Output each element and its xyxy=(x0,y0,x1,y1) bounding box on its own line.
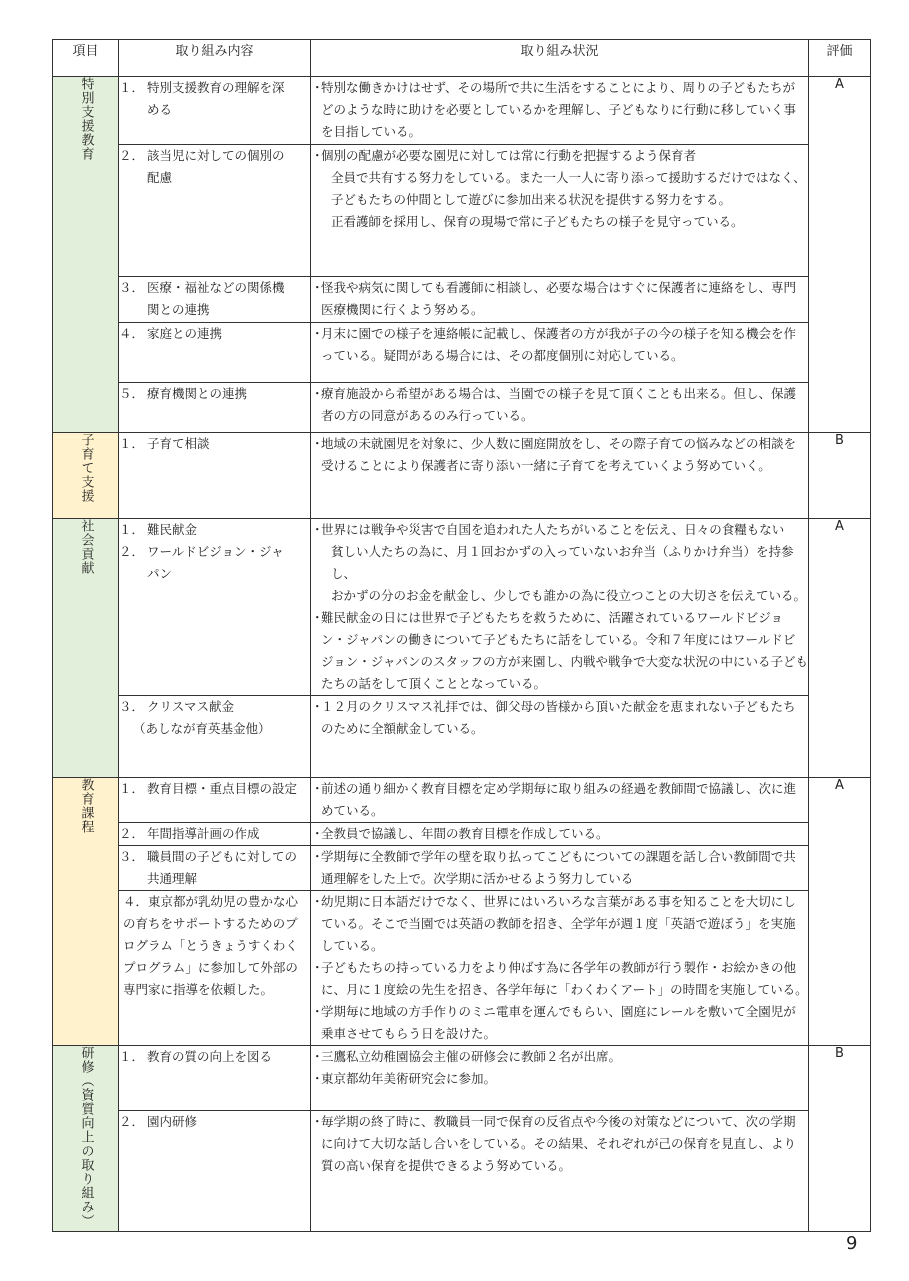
bullet-text xyxy=(321,891,808,957)
status-cell xyxy=(311,383,809,433)
status-cell xyxy=(311,77,809,145)
status-bullet xyxy=(311,167,808,233)
bullet-text xyxy=(321,778,808,822)
bullet-mark: ・ xyxy=(311,148,324,163)
item-text xyxy=(147,846,310,890)
item-number: ２． xyxy=(119,1114,145,1130)
content-item xyxy=(119,541,310,585)
category-label: 研修（資質向上の取り組み） xyxy=(78,1046,94,1228)
text-line: めている。 xyxy=(321,803,384,818)
bullet-mark: ・ xyxy=(311,522,324,537)
bullet-mark: ・ xyxy=(311,610,324,625)
bullet-text xyxy=(321,846,808,890)
bullet-text xyxy=(321,1111,808,1177)
grade-cell: A xyxy=(809,77,871,433)
table-row xyxy=(53,145,871,277)
status-bullet xyxy=(311,383,808,427)
text-line: 職員間の子どもに対しての xyxy=(147,849,298,864)
text-line: 全教員で協議し、年間の教育目標を作成している。 xyxy=(321,826,609,841)
content-item xyxy=(119,433,310,455)
status-bullet xyxy=(311,891,808,957)
text-line: 教育目標・重点目標の設定 xyxy=(147,781,298,796)
content-item xyxy=(119,323,310,345)
bullet-text xyxy=(321,823,808,845)
text-line: 怪我や病気に関しても看護師に相談し、必要な場合はすぐに保護者に連絡をし、専門 xyxy=(321,280,797,295)
text-line: ワールドビジョン・ジャ xyxy=(147,544,284,559)
content-item xyxy=(119,823,310,845)
item-number: ３． xyxy=(119,699,145,714)
grade-cell: A xyxy=(809,778,871,1046)
status-cell xyxy=(311,846,809,891)
category-cell xyxy=(53,433,119,519)
text-line: 学期毎に全教師で学年の壁を取り払ってこどもについての課題を話し合い教師間で共 xyxy=(321,849,796,864)
item-text xyxy=(147,433,310,455)
text-line: 個別の配慮が必要な園児に対しては常に行動を把握するよう保育者 xyxy=(321,148,697,163)
status-cell xyxy=(311,823,809,846)
content-cell xyxy=(119,77,311,145)
text-line: の育ちをサポートするためのプ xyxy=(123,916,298,931)
category-label: 社会貢献 xyxy=(78,519,94,575)
item-number: １． xyxy=(119,436,145,451)
text-line: 質の高い保育を提供できるよう努めている。 xyxy=(321,1158,572,1174)
item-number: ４． xyxy=(119,326,145,341)
text-line: 者の方の同意があるのみ行っている。 xyxy=(321,408,534,423)
item-text xyxy=(147,145,310,189)
header-status: 取り組み状況 xyxy=(311,40,809,77)
bullet-text xyxy=(321,607,808,695)
header-row xyxy=(53,40,871,77)
text-line: ジョン・ジャパンのスタッフの方が来園し、内戦や戦争で大変な状況の中にいる子ども xyxy=(321,654,809,669)
item-text xyxy=(147,277,310,321)
text-line: 世界には戦争や災害で自国を追われた人たちがいることを伝え、日々の食糧もない xyxy=(321,522,785,537)
grade-cell: B xyxy=(809,433,871,519)
content-item xyxy=(119,846,310,890)
status-bullet xyxy=(311,823,808,845)
text-line: 通理解をした上で。次学期に活かせるよう努力している xyxy=(321,871,634,886)
bullet-text xyxy=(321,1068,808,1090)
item-text xyxy=(147,77,310,121)
text-line: 幼児期に日本語だけでなく、世界にはいろいろな言葉がある事を知ることを大切にし xyxy=(321,894,796,909)
bullet-text xyxy=(321,957,808,1001)
item-text xyxy=(147,1046,310,1068)
category-cell xyxy=(53,1046,119,1232)
text-line: ログラム「とうきょうすくわく xyxy=(123,938,298,953)
text-line: どのような時に助けを必要としているかを理解し、子どもなりに行動に移していく事 xyxy=(321,102,797,117)
text-line: 家庭との連携 xyxy=(147,326,223,341)
text-line: 専門家に指導を依頼した。 xyxy=(123,982,274,997)
item-text xyxy=(147,778,310,800)
text-line: 学期毎に地域の方手作りのミニ電車を運んでもらい、園庭にレールを敷いて全園児が xyxy=(321,1004,796,1019)
status-bullet xyxy=(311,145,808,167)
status-bullet xyxy=(311,1001,808,1045)
text-line: 子育て相談 xyxy=(147,436,210,451)
bullet-mark: ・ xyxy=(311,436,324,451)
content-cell xyxy=(119,323,311,383)
content-cell xyxy=(119,696,311,778)
bullet-text xyxy=(331,541,808,607)
bullet-text xyxy=(321,145,808,167)
status-bullet xyxy=(311,696,808,740)
status-bullet xyxy=(311,519,808,541)
text-line: 難民献金 xyxy=(147,522,198,537)
table-row xyxy=(53,519,871,696)
status-cell xyxy=(311,433,809,519)
item-number: ２． xyxy=(119,544,145,559)
bullet-mark: ・ xyxy=(311,699,324,714)
status-cell xyxy=(311,778,809,823)
bullet-mark: ・ xyxy=(311,386,324,401)
bullet-mark: ・ xyxy=(311,1114,324,1130)
content-cell xyxy=(119,145,311,277)
status-cell xyxy=(311,277,809,323)
text-line: ン・ジャパンの働きについて子どもたちに話をしている。令和７年度にはワールドビ xyxy=(321,632,796,647)
text-line: 月末に園での様子を連絡帳に記載し、保護者の方が我が子の今の様子を知る機会を作 xyxy=(321,326,797,341)
item-number: １． xyxy=(119,80,145,95)
item-note: （あしなが育英基金他） xyxy=(133,721,271,736)
text-line: 年間指導計画の作成 xyxy=(147,826,260,841)
bullet-text xyxy=(321,433,808,477)
bullet-text xyxy=(321,519,808,541)
table-row xyxy=(53,891,871,1046)
category-cell xyxy=(53,778,119,1046)
page-number: 9 xyxy=(846,1233,858,1254)
status-cell xyxy=(311,1046,809,1111)
bullet-mark: ・ xyxy=(311,80,324,95)
category-cell xyxy=(53,519,119,778)
content-item xyxy=(119,891,310,1001)
bullet-mark: ・ xyxy=(311,280,324,295)
text-line: 難民献金の日には世界で子どもたちを救うために、活躍されているワールドビジョ xyxy=(321,610,784,625)
table-row xyxy=(53,696,871,778)
category-label: 教育課程 xyxy=(78,778,94,834)
text-line: 特別な働きかけはせず、その場所で共に生活をすることにより、周りの子どもたちが xyxy=(321,80,796,95)
text-line: っている。疑問がある場合には、その都度個別に対応している。 xyxy=(321,348,684,363)
bullet-mark: ・ xyxy=(311,826,324,841)
bullet-text xyxy=(331,167,808,233)
status-bullet xyxy=(311,1068,808,1090)
text-line: パン xyxy=(147,566,173,581)
item-number: ３． xyxy=(119,280,145,295)
content-cell xyxy=(119,433,311,519)
status-bullet xyxy=(311,277,808,321)
text-line: している。 xyxy=(321,938,384,953)
text-line: のために全額献金している。 xyxy=(321,721,484,736)
table-row xyxy=(53,383,871,433)
content-cell xyxy=(119,891,311,1046)
table-row xyxy=(53,277,871,323)
content-item xyxy=(119,383,310,405)
category-label: 子育て支援 xyxy=(78,433,94,503)
content-cell xyxy=(119,1111,311,1232)
text-line: 全員で共有する努力をしている。また一人一人に寄り添って援助するだけではなく、 xyxy=(331,170,806,185)
text-line: 貧しい人たちの為に、月１回おかずの入っていないお弁当（ふりかけ弁当）を持参し、 xyxy=(331,544,794,581)
text-line: 療育機関との連携 xyxy=(147,386,248,401)
content-cell xyxy=(119,519,311,696)
text-line: 三鷹私立幼稚園協会主催の研修会に教師２名が出席。 xyxy=(321,1049,622,1064)
content-cell xyxy=(119,778,311,823)
bullet-text xyxy=(321,1001,808,1045)
text-line: める xyxy=(147,102,173,117)
status-cell xyxy=(311,1111,809,1232)
bullet-mark: ・ xyxy=(311,781,324,796)
table-row xyxy=(53,77,871,145)
status-cell xyxy=(311,323,809,383)
table-row xyxy=(53,778,871,823)
text-line: ている。そこで当園では英語の教師を招き、全学年が週１度「英語で遊ぼう」を実施 xyxy=(321,916,796,931)
text-line: ４．東京都が乳幼児の豊かな心 xyxy=(123,894,299,909)
status-cell xyxy=(311,519,809,696)
evaluation-table xyxy=(52,39,871,1232)
bullet-text xyxy=(321,277,808,321)
header-content: 取り組み内容 xyxy=(119,40,311,77)
text-line: 医療・福祉などの関係機 xyxy=(147,280,285,295)
text-line: 特別支援教育の理解を深 xyxy=(147,80,285,95)
text-line: １２月のクリスマス礼拝では、御父母の皆様から頂いた献金を恵まれない子どもたち xyxy=(321,699,796,714)
text-line: 正看護師を採用し、保育の現場で常に子どもたちの様子を見守っている。 xyxy=(331,214,744,229)
text-line: 受けることにより保護者に寄り添い一緒に子育てを考えていくよう努めていく。 xyxy=(321,458,771,473)
content-item xyxy=(119,519,310,541)
content-item xyxy=(119,145,310,189)
item-number: １． xyxy=(119,522,145,537)
text-line: 配慮 xyxy=(147,170,173,185)
grade-cell: A xyxy=(809,519,871,778)
text-line: に向けて大切な話し合いをしている。その結果、それぞれが己の保育を見直し、より xyxy=(321,1136,797,1152)
text-line: クリスマス献金 xyxy=(147,699,235,714)
content-cell xyxy=(119,383,311,433)
category-label: 特別支援教育 xyxy=(78,77,94,161)
item-number: ２． xyxy=(119,148,145,163)
status-bullet xyxy=(311,607,808,695)
text-line: プログラム」に参加して外部の xyxy=(123,960,298,975)
bullet-mark: ・ xyxy=(311,894,324,909)
item-text xyxy=(147,519,310,541)
status-bullet xyxy=(311,846,808,890)
text-line: おかずの分のお金を献金し、少しでも誰かの為に役立つことの大切さを伝えている。 xyxy=(331,588,807,603)
table-row xyxy=(53,823,871,846)
text-line: 前述の通り細かく教育目標を定め学期毎に取り組みの経過を教師間で協議し、次に進 xyxy=(321,781,797,796)
status-bullet xyxy=(311,957,808,1001)
text-line: に、月に１度絵の先生を招き、各学年毎に「わくわくアート」の時間を実施している。 xyxy=(321,982,808,997)
content-item xyxy=(119,1046,310,1068)
content-cell xyxy=(119,823,311,846)
status-bullet xyxy=(311,433,808,477)
bullet-text xyxy=(321,1046,808,1068)
status-bullet xyxy=(311,77,808,143)
text-line: 医療機関に行くよう努める。 xyxy=(321,302,484,317)
item-number: １． xyxy=(119,1049,145,1064)
status-bullet xyxy=(311,778,808,822)
status-cell xyxy=(311,145,809,277)
text-line: たちの話をして頂くこととなっている。 xyxy=(321,676,547,691)
bullet-mark: ・ xyxy=(311,1071,324,1086)
category-cell xyxy=(53,77,119,433)
bullet-text xyxy=(321,323,808,367)
text-line: 地域の未就園児を対象に、少人数に園庭開放をし、その際子育ての悩みなどの相談を xyxy=(321,436,797,451)
text-line: 園内研修 xyxy=(147,1114,198,1130)
table-row xyxy=(53,846,871,891)
text-line: 該当児に対しての個別の xyxy=(147,148,285,163)
status-bullet xyxy=(311,541,808,607)
text-line: 子どもたちの持っている力をより伸ばす為に各学年の教師が行う製作・お絵かきの他 xyxy=(321,960,797,975)
bullet-mark: ・ xyxy=(311,1049,324,1064)
content-item xyxy=(119,277,310,321)
bullet-mark: ・ xyxy=(311,1004,324,1019)
text-line: 療育施設から希望がある場合は、当園での様子を見て頂くことも出来る。但し、保護 xyxy=(321,386,797,401)
table-row xyxy=(53,433,871,519)
item-number: ３． xyxy=(119,849,145,864)
text-line: 教育の質の向上を図る xyxy=(147,1049,273,1064)
content-item xyxy=(119,696,310,718)
status-cell xyxy=(311,696,809,778)
bullet-text xyxy=(321,696,808,740)
header-item: 項目 xyxy=(53,40,119,77)
status-cell xyxy=(311,891,809,1046)
item-text xyxy=(147,323,310,345)
text-line: 関との連携 xyxy=(147,302,210,317)
item-text xyxy=(147,696,310,718)
bullet-text xyxy=(321,383,808,427)
text-line: 子どもたちの仲間として遊びに参加出来る状況を提供する努力をする。 xyxy=(331,192,732,207)
status-bullet xyxy=(311,1111,808,1177)
status-bullet xyxy=(311,1046,808,1068)
content-item xyxy=(119,1111,310,1133)
text-line: 毎学期の終了時に、教職員一同で保育の反省点や今後の対策などについて、次の学期 xyxy=(321,1114,796,1130)
content-item xyxy=(119,778,310,800)
item-text xyxy=(147,823,310,845)
text-line: 共通理解 xyxy=(147,871,198,886)
bullet-mark: ・ xyxy=(311,849,324,864)
bullet-mark: ・ xyxy=(311,960,324,975)
item-number: ５． xyxy=(119,386,145,401)
status-bullet xyxy=(311,323,808,367)
content-cell xyxy=(119,277,311,323)
bullet-text xyxy=(321,77,808,143)
bullet-mark: ・ xyxy=(311,326,324,341)
table-row xyxy=(53,1111,871,1232)
item-number: ２． xyxy=(119,826,145,841)
item-text xyxy=(147,541,310,585)
item-text xyxy=(147,1111,310,1133)
header-grade: 評価 xyxy=(809,40,871,77)
table-row xyxy=(53,1046,871,1111)
table-row xyxy=(53,323,871,383)
content-cell xyxy=(119,846,311,891)
content-cell xyxy=(119,1046,311,1111)
text-line: 乗車させてもらう日を設けた。 xyxy=(321,1026,497,1041)
grade-cell: B xyxy=(809,1046,871,1232)
text-line: 東京都幼年美術研究会に参加。 xyxy=(321,1071,497,1086)
item-text xyxy=(147,383,310,405)
item-number: １． xyxy=(119,781,145,796)
text-line: を目指している。 xyxy=(321,124,422,139)
content-item xyxy=(119,77,310,121)
